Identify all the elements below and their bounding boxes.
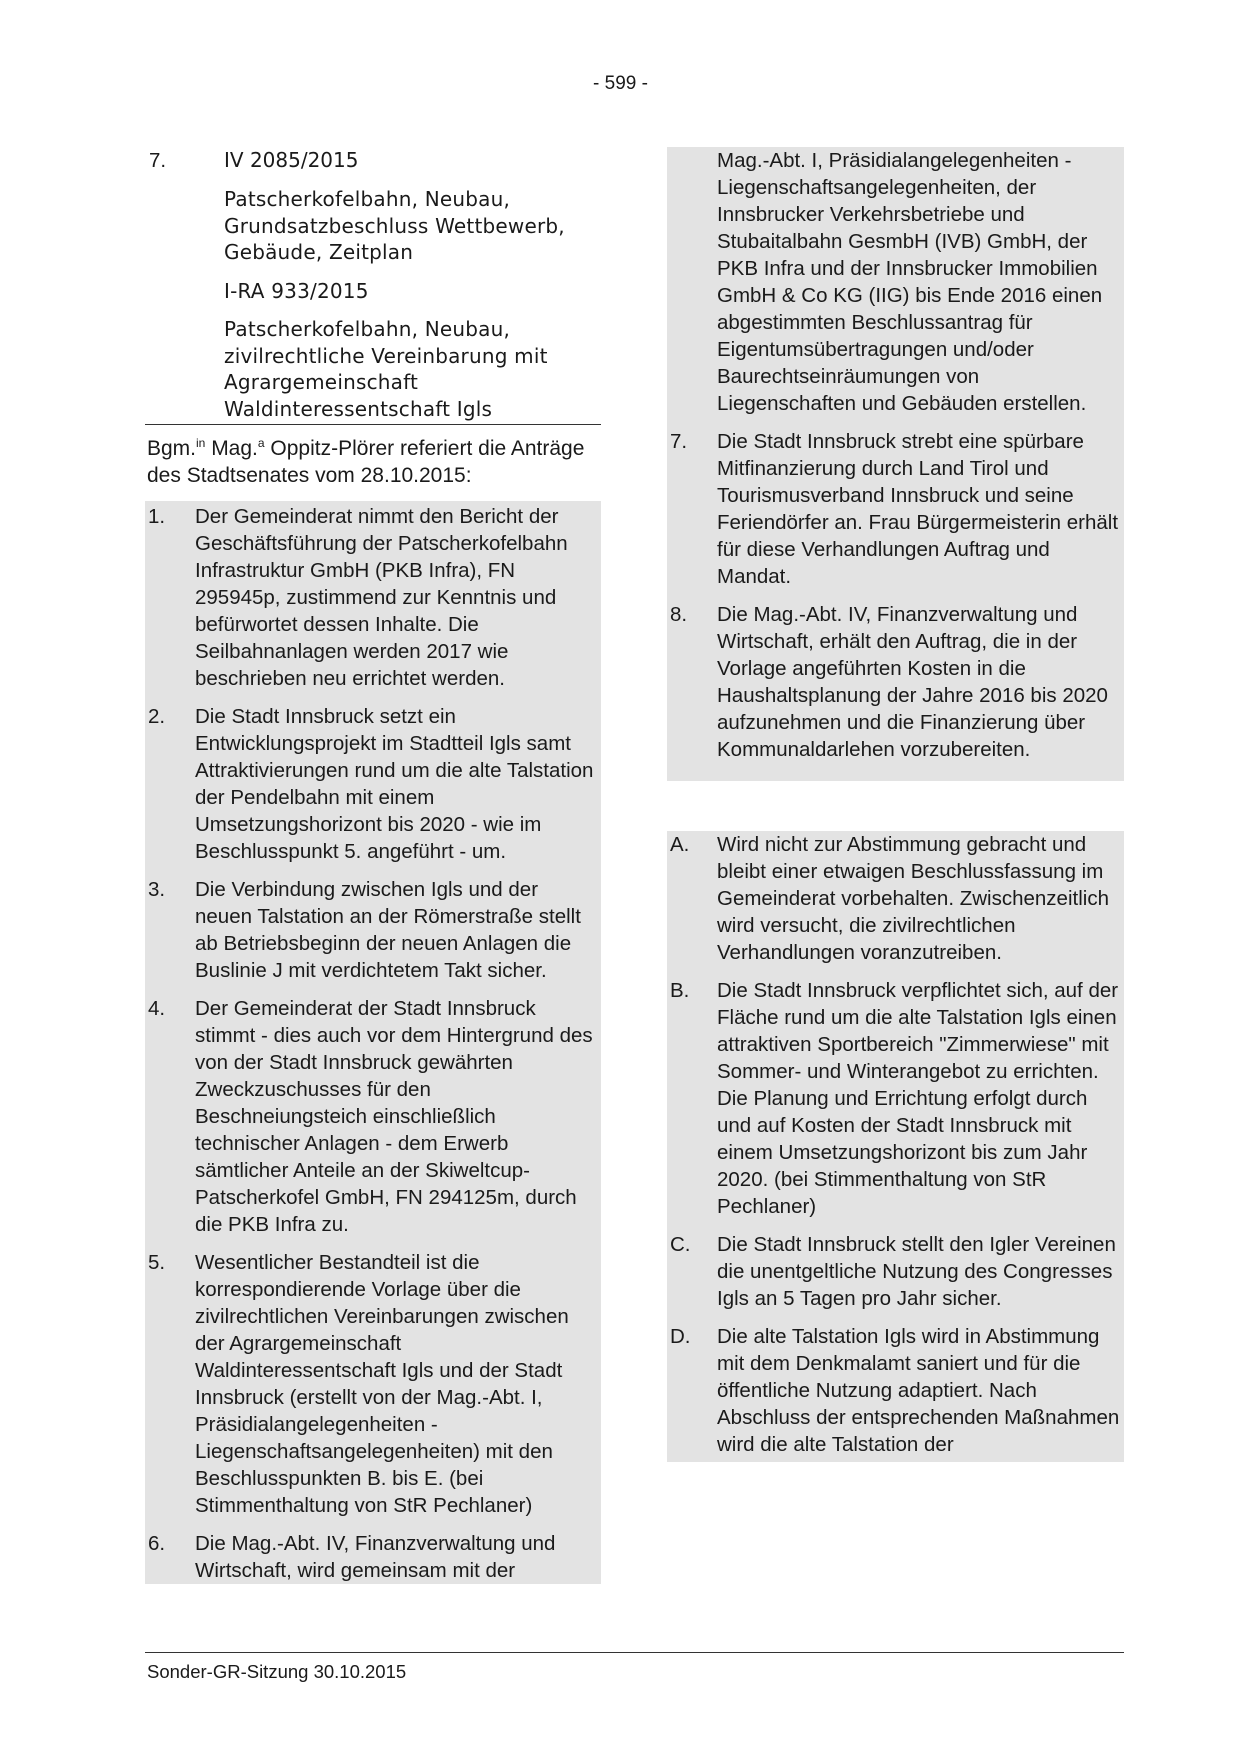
motions-left-block bbox=[145, 501, 601, 1584]
item-number: 8. bbox=[670, 603, 688, 626]
agenda-code-row bbox=[145, 147, 601, 174]
page-number: - 599 - bbox=[593, 73, 648, 94]
item-number: 7. bbox=[670, 430, 688, 453]
item-number: 2. bbox=[148, 705, 166, 728]
list-item bbox=[667, 1231, 1124, 1312]
list-item bbox=[145, 1249, 601, 1519]
item-text: Die Verbindung zwischen Igls und der neuen Talstation an der Römerstraße stellt ab Betriebsbeginn der neuen Anlagen die Buslinie J mit verdichtetem Takt sicher. bbox=[195, 878, 581, 982]
item-text: Wesentlicher Bestandteil ist die korrespondierende Vorlage über die zivilrechtlichen Vereinbarungen zwischen der Agrargemeinschaft Waldinteressentschaft Igls und der Stadt Innsbruck (erstellt von der Mag.-Abt. I, Präsidialangelegenheiten - Liegenschaftsangelegenheiten) mit den Beschlusspunkten B. bis E. (bei Stimmenthaltung von StR Pechlaner) bbox=[195, 1251, 569, 1517]
item-number: 6. bbox=[148, 1532, 166, 1555]
motions-right-block bbox=[667, 147, 1124, 781]
agenda-heading bbox=[145, 147, 601, 422]
item-text: Die Stadt Innsbruck strebt eine spürbare Mitfinanzierung durch Land Tirol und Tourismusverband Innsbruck und seine Feriendörfer an. Frau Bürgermeisterin erhält für diese Verhandlungen Auftrag und Mandat. bbox=[717, 430, 1119, 588]
item-text: Die Stadt Innsbruck verpflichtet sich, auf der Fläche rund um die alte Talstation Igls einen attraktiven Sportbereich "Zimmerwiese" mit Sommer- und Winterangebot zu errichten. Die Planung und Errichtung erfolgt durch und auf Kosten der Stadt Innsbruck mit einem Umsetzungshorizont bis zum Jahr 2020. (bei Stimmenthaltung von StR Pechlaner) bbox=[717, 979, 1119, 1218]
left-column bbox=[145, 147, 601, 1584]
list-item bbox=[667, 1323, 1124, 1458]
list-item bbox=[667, 428, 1124, 590]
intro-paragraph bbox=[145, 435, 601, 489]
resolutions-block bbox=[667, 831, 1124, 1462]
intro-mid: Mag. bbox=[205, 437, 258, 460]
intro-sup-1: in bbox=[196, 436, 206, 450]
item-letter: D. bbox=[670, 1325, 691, 1348]
agenda-number: 7. bbox=[149, 149, 167, 172]
item-text: Die Mag.-Abt. IV, Finanzverwaltung und Wirtschaft, wird gemeinsam mit der bbox=[195, 1532, 556, 1582]
item-number: 3. bbox=[148, 878, 166, 901]
item-letter: C. bbox=[670, 1233, 691, 1256]
item-text: Die Stadt Innsbruck stellt den Igler Vereinen die unentgeltliche Nutzung des Congresses Igls an 5 Tagen pro Jahr sicher. bbox=[717, 1233, 1116, 1310]
item-text: Die Mag.-Abt. IV, Finanzverwaltung und Wirtschaft, erhält den Auftrag, die in der Vorlage angeführten Kosten in die Haushaltsplanung der Jahre 2016 bis 2020 aufzunehmen und die Finanzierung über Kommunaldarlehen vorzubereiten. bbox=[717, 603, 1108, 761]
intro-sup-2: a bbox=[257, 436, 265, 450]
item-number: 5. bbox=[148, 1251, 166, 1274]
agenda-title-1: Patscherkofelbahn, Neubau, Grundsatzbeschluss Wettbewerb, Gebäude, Zeitplan bbox=[224, 187, 565, 264]
agenda-title-2: Patscherkofelbahn, Neubau, zivilrechtliche Vereinbarung mit Agrargemeinschaft Waldinteressentschaft Igls bbox=[224, 317, 548, 421]
list-item bbox=[145, 876, 601, 984]
item-number: 1. bbox=[148, 505, 166, 528]
list-item bbox=[145, 1530, 601, 1584]
item-text: Der Gemeinderat der Stadt Innsbruck stimmt - dies auch vor dem Hintergrund des von der Stadt Innsbruck gewährten Zweckzuschusses für den Beschneiungsteich einschließlich technischer Anlagen - dem Erwerb sämtlicher Anteile an der Skiweltcup-Patscherkofel GmbH, FN 294125m, durch die PKB Infra zu. bbox=[195, 997, 593, 1236]
agenda-code-2: I-RA 933/2015 bbox=[224, 278, 369, 303]
agenda-code-1: IV 2085/2015 bbox=[224, 148, 359, 172]
item-text: Wird nicht zur Abstimmung gebracht und bleibt einer etwaigen Beschlussfassung im Gemeinderat vorbehalten. Zwischenzeitlich wird versucht, die zivilrechtlichen Verhandlungen voranzutreiben. bbox=[717, 833, 1109, 964]
item-6-continuation: Mag.-Abt. I, Präsidialangelegenheiten - Liegenschaftsangelegenheiten, der Innsbrucker Verkehrsbetriebe und Stubaitalbahn GesmbH (IVB) GmbH, der PKB Infra und der Innsbrucker Immobilien GmbH & Co KG (IIG) bis Ende 2016 einen abgestimmten Beschlussantrag für Eigentumsübertragungen und/oder Baurechtseinräumungen von Liegenschaften und Gebäuden erstellen. bbox=[717, 149, 1103, 415]
item-letter: B. bbox=[670, 979, 690, 1002]
intro-prefix: Bgm. bbox=[147, 437, 197, 460]
list-item bbox=[145, 503, 601, 692]
list-item bbox=[145, 995, 601, 1238]
footer-session-label: Sonder-GR-Sitzung 30.10.2015 bbox=[147, 1661, 407, 1682]
right-column bbox=[667, 147, 1124, 1462]
item-text: Die alte Talstation Igls wird in Abstimmung mit dem Denkmalamt saniert und für die öffentliche Nutzung adaptiert. Nach Abschluss der entsprechenden Maßnahmen wird die alte Talstation der bbox=[717, 1325, 1120, 1456]
list-item bbox=[667, 977, 1124, 1220]
item-number: 4. bbox=[148, 997, 166, 1020]
list-item bbox=[667, 831, 1124, 966]
list-item bbox=[145, 703, 601, 865]
item-text: Der Gemeinderat nimmt den Bericht der Geschäftsführung der Patscherkofelbahn Infrastruktur GmbH (PKB Infra), FN 295945p, zustimmend zur Kenntnis und befürwortet dessen Inhalte. Die Seilbahnanlagen werden 2017 wie beschrieben neu errichtet werden. bbox=[195, 505, 568, 690]
list-item bbox=[667, 601, 1124, 763]
footer-divider bbox=[145, 1652, 1124, 1653]
item-text: Die Stadt Innsbruck setzt ein Entwicklungsprojekt im Stadtteil Igls samt Attraktivierungen rund um die alte Talstation der Pendelbahn mit einem Umsetzungshorizont bis 2020 - wie im Beschlusspunkt 5. angeführt - um. bbox=[195, 705, 594, 863]
item-letter: A. bbox=[670, 833, 690, 856]
heading-divider bbox=[145, 424, 601, 425]
intro-rest: Oppitz-Plörer referiert die Anträge des Stadtsenates vom 28.10.2015: bbox=[147, 437, 585, 487]
